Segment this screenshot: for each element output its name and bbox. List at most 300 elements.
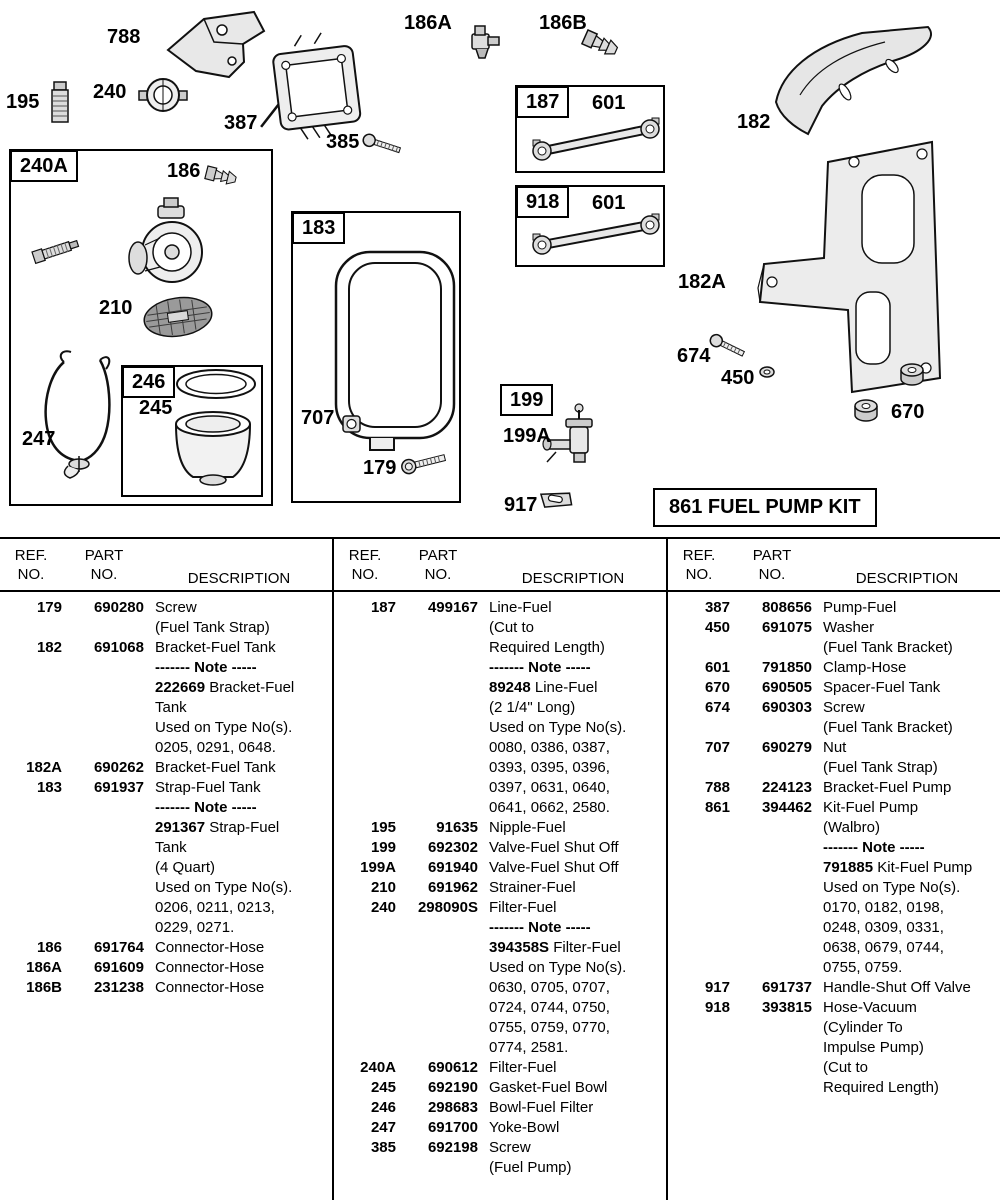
header-part-line1: PART	[752, 547, 792, 564]
part-no-cell: 808656	[761, 599, 812, 616]
ref-no-cell	[668, 1058, 730, 1078]
ref-no-cell	[0, 838, 62, 858]
header-ref-line2: NO.	[17, 566, 45, 583]
part-label-183: 183	[292, 212, 345, 244]
table-row	[334, 598, 666, 618]
part-label-187: 187	[516, 86, 569, 118]
description-cell: Bracket-Fuel Pump	[823, 779, 952, 796]
ref-no-cell	[334, 1018, 396, 1038]
part-no-cell	[396, 778, 480, 798]
header-part-line2: NO.	[90, 566, 118, 583]
description-cell: Tank	[155, 699, 187, 716]
description-cell: Required Length)	[823, 1079, 939, 1096]
part-label-245: 245	[139, 397, 173, 419]
screw-fuel-tank-strap-drawing	[400, 451, 446, 475]
header-part-line2: NO.	[424, 566, 452, 583]
description-cell: 0641, 0662, 2580.	[489, 799, 610, 816]
table-row	[334, 818, 666, 838]
table-row	[0, 718, 332, 738]
part-label-601-top: 601	[592, 92, 626, 114]
part-no-cell	[730, 758, 814, 778]
description-cell: 0206, 0211, 0213,	[155, 899, 275, 916]
ref-no-cell: 670	[704, 679, 730, 696]
ref-no-cell	[334, 998, 396, 1018]
part-no-cell	[730, 898, 814, 918]
part-no-cell: 690505	[761, 679, 812, 696]
part-no-cell	[730, 1058, 814, 1078]
header-ref-line1: REF.	[14, 547, 48, 564]
table-row	[334, 758, 666, 778]
part-no-cell: 393815	[761, 999, 812, 1016]
description-cell: 0630, 0705, 0707,	[489, 979, 610, 996]
table-row	[0, 838, 332, 858]
ref-no-cell	[0, 618, 62, 638]
part-no-cell	[62, 798, 146, 818]
description-cell: Used on Type No(s).	[823, 879, 961, 896]
ref-no-cell: 450	[704, 619, 730, 636]
part-label-186: 186	[167, 160, 201, 182]
part-no-cell: 691075	[761, 619, 812, 636]
part-label-179: 179	[363, 457, 397, 479]
header-description-text: DESCRIPTION	[521, 570, 625, 587]
ref-no-cell	[334, 978, 396, 998]
description-cell: 0755, 0759.	[823, 959, 903, 976]
part-label-917: 917	[504, 494, 538, 516]
table-row	[0, 618, 332, 638]
ref-no-cell: 183	[36, 779, 62, 796]
filter-fuel-240a-drawing	[129, 198, 202, 282]
part-no-cell	[396, 998, 480, 1018]
ref-no-cell: 240	[370, 899, 396, 916]
part-no-cell: 691068	[93, 639, 144, 656]
ref-no-cell	[668, 718, 730, 738]
ref-no-cell	[0, 698, 62, 718]
ref-no-cell	[668, 838, 730, 858]
ref-no-cell	[668, 898, 730, 918]
part-label-199: 199	[500, 384, 553, 416]
description-cell: Pump-Fuel	[823, 599, 897, 616]
ref-no-cell: 179	[36, 599, 62, 616]
table-column-body	[668, 592, 1000, 1098]
part-no-cell: 298090S	[417, 899, 478, 916]
ref-no-cell	[668, 918, 730, 938]
description-cell: 0248, 0309, 0331,	[823, 919, 944, 936]
part-no-cell	[62, 738, 146, 758]
nipple-fuel-drawing	[52, 82, 68, 122]
part-label-788: 788	[107, 26, 141, 48]
part-label-210: 210	[99, 297, 133, 319]
ref-no-cell	[334, 938, 396, 958]
table-row	[668, 938, 1000, 958]
table-row	[668, 878, 1000, 898]
ref-no-cell	[0, 858, 62, 878]
ref-no-cell	[0, 818, 62, 838]
ref-no-cell	[334, 678, 396, 698]
description-cell: Required Length)	[489, 639, 605, 656]
description-cell: Yoke-Bowl	[489, 1119, 560, 1136]
description-cell: Nut	[823, 739, 847, 756]
part-no-cell	[396, 758, 480, 778]
part-label-240: 240	[93, 81, 127, 103]
description-cell: 222669 Bracket-Fuel	[155, 679, 295, 696]
table-row	[668, 618, 1000, 638]
header-description	[480, 546, 666, 590]
part-no-cell	[396, 638, 480, 658]
ref-no-cell	[334, 638, 396, 658]
table-row	[334, 678, 666, 698]
description-cell: (Fuel Tank Strap)	[155, 619, 270, 636]
description-cell: ------- Note -----	[489, 919, 591, 936]
description-cell: Used on Type No(s).	[489, 959, 627, 976]
part-label-674: 674	[677, 345, 711, 367]
table-row	[668, 898, 1000, 918]
table-row	[334, 778, 666, 798]
description-cell: Strainer-Fuel	[489, 879, 576, 896]
header-ref-line1: REF.	[348, 547, 382, 564]
table-row	[668, 1038, 1000, 1058]
table-row	[334, 838, 666, 858]
table-row	[334, 1038, 666, 1058]
part-label-387: 387	[224, 112, 258, 134]
ref-no-cell	[334, 778, 396, 798]
description-cell: (Cylinder To	[823, 1019, 903, 1036]
description-cell: Gasket-Fuel Bowl	[489, 1079, 608, 1096]
ref-no-cell: 240A	[360, 1059, 396, 1076]
part-label-707: 707	[301, 407, 335, 429]
table-row	[668, 778, 1000, 798]
ref-no-cell	[334, 918, 396, 938]
part-no-cell: 692198	[427, 1139, 478, 1156]
description-cell: (Cut to	[823, 1059, 869, 1076]
description-cell: Filter-Fuel	[489, 899, 557, 916]
table-row	[0, 658, 332, 678]
description-cell: (Fuel Tank Strap)	[823, 759, 938, 776]
table-row	[668, 918, 1000, 938]
table-row	[0, 898, 332, 918]
ref-no-cell	[668, 1078, 730, 1098]
table-row	[334, 738, 666, 758]
ref-no-cell: 674	[704, 699, 730, 716]
ref-no-cell	[334, 958, 396, 978]
ref-no-cell: 182A	[26, 759, 62, 776]
diagram-canvas	[0, 0, 1000, 537]
table-row	[334, 658, 666, 678]
ref-no-cell	[0, 798, 62, 818]
table-row	[668, 738, 1000, 758]
part-no-cell: 91635	[436, 819, 478, 836]
description-cell: 0638, 0679, 0744,	[823, 939, 944, 956]
connector-hose-186-drawing	[205, 166, 237, 186]
description-cell: 0229, 0271.	[155, 919, 235, 936]
table-row	[668, 818, 1000, 838]
ref-no-cell: 195	[370, 819, 396, 836]
header-part-no	[62, 546, 146, 590]
description-cell: Spacer-Fuel Tank	[823, 679, 941, 696]
description-cell: 0170, 0182, 0198,	[823, 899, 944, 916]
description-cell: 89248 Line-Fuel	[489, 679, 598, 696]
part-no-cell	[62, 678, 146, 698]
table-row	[668, 958, 1000, 978]
nut-fuel-tank-strap-drawing	[343, 416, 360, 432]
ref-no-cell: 861	[704, 799, 730, 816]
part-no-cell	[396, 958, 480, 978]
part-no-cell: 691937	[93, 779, 144, 796]
ref-no-cell	[668, 1018, 730, 1038]
table-row	[0, 638, 332, 658]
table-row	[668, 858, 1000, 878]
part-no-cell: 691700	[427, 1119, 478, 1136]
bracket-fuel-tank-182-drawing	[776, 27, 931, 134]
ref-no-cell	[0, 918, 62, 938]
table-row	[0, 858, 332, 878]
table-row	[668, 758, 1000, 778]
description-cell: (Fuel Tank Bracket)	[823, 639, 953, 656]
part-no-cell	[396, 698, 480, 718]
part-label-918: 918	[516, 186, 569, 218]
description-cell: Bracket-Fuel Tank	[155, 759, 276, 776]
description-cell: (Fuel Tank Bracket)	[823, 719, 953, 736]
part-no-cell	[62, 838, 146, 858]
part-no-cell: 691737	[761, 979, 812, 996]
table-header	[334, 539, 666, 592]
part-no-cell	[730, 918, 814, 938]
header-ref-no	[0, 546, 62, 590]
table-row	[668, 638, 1000, 658]
header-description	[146, 546, 332, 590]
part-no-cell: 224123	[761, 779, 812, 796]
part-no-cell	[62, 878, 146, 898]
description-cell: 0080, 0386, 0387,	[489, 739, 610, 756]
header-ref-line2: NO.	[685, 566, 713, 583]
ref-no-cell	[0, 718, 62, 738]
table-row	[668, 598, 1000, 618]
table-row	[0, 678, 332, 698]
description-cell: Washer	[823, 619, 875, 636]
description-cell: 0774, 2581.	[489, 1039, 569, 1056]
description-cell: Strap-Fuel Tank	[155, 779, 261, 796]
description-cell: Used on Type No(s).	[489, 719, 627, 736]
description-cell: Valve-Fuel Shut Off	[489, 839, 619, 856]
ref-no-cell	[334, 758, 396, 778]
description-cell: Bowl-Fuel Filter	[489, 1099, 594, 1116]
part-no-cell	[396, 978, 480, 998]
hose-vacuum-918-drawing	[533, 214, 659, 254]
ref-no-cell	[334, 738, 396, 758]
table-row	[668, 1058, 1000, 1078]
part-no-cell	[62, 918, 146, 938]
table-row	[0, 598, 332, 618]
part-no-cell: 690612	[427, 1059, 478, 1076]
part-label-670: 670	[891, 401, 925, 423]
table-row	[334, 858, 666, 878]
description-cell: Connector-Hose	[155, 959, 265, 976]
header-description	[814, 546, 1000, 590]
description-cell: Tank	[155, 839, 187, 856]
part-no-cell: 690280	[93, 599, 144, 616]
description-cell: 0755, 0759, 0770,	[489, 1019, 610, 1036]
table-row	[668, 658, 1000, 678]
part-no-cell: 691940	[427, 859, 478, 876]
bracket-fuel-tank-182a-drawing	[758, 142, 940, 392]
part-no-cell	[62, 718, 146, 738]
part-no-cell	[730, 938, 814, 958]
ref-no-cell: 788	[704, 779, 730, 796]
table-row	[334, 1158, 666, 1178]
part-no-cell: 691962	[427, 879, 478, 896]
ref-no-cell: 917	[704, 979, 730, 996]
part-label-246: 246	[122, 366, 175, 398]
ref-no-cell: 245	[370, 1079, 396, 1096]
table-row	[334, 1078, 666, 1098]
ref-no-cell: 707	[704, 739, 730, 756]
table-header	[0, 539, 332, 592]
part-no-cell	[730, 718, 814, 738]
ref-no-cell	[334, 1158, 396, 1178]
ref-no-cell	[334, 618, 396, 638]
header-description-text: DESCRIPTION	[855, 570, 959, 587]
part-no-cell	[730, 958, 814, 978]
part-no-cell	[730, 1018, 814, 1038]
part-label-385: 385	[326, 131, 360, 153]
part-no-cell	[62, 858, 146, 878]
table-row	[334, 1098, 666, 1118]
table-row	[668, 978, 1000, 998]
table-row	[0, 758, 332, 778]
ref-no-cell	[334, 698, 396, 718]
ref-no-cell: 182	[36, 639, 62, 656]
part-label-199a: 199A	[503, 425, 551, 447]
part-no-cell	[396, 1018, 480, 1038]
screw-fuel-tank-bracket-drawing	[708, 333, 746, 360]
part-no-cell: 690279	[761, 739, 812, 756]
connector-hose-186b-drawing	[582, 30, 619, 58]
table-row	[0, 878, 332, 898]
table-row	[668, 698, 1000, 718]
table-column-3	[668, 539, 1000, 1200]
table-row	[668, 718, 1000, 738]
fuel-pump-kit-label: 861 FUEL PUMP KIT	[653, 488, 877, 527]
part-no-cell: 231238	[93, 979, 144, 996]
description-cell: 0724, 0744, 0750,	[489, 999, 610, 1016]
description-cell: 291367 Strap-Fuel	[155, 819, 280, 836]
part-label-195: 195	[6, 91, 40, 113]
table-row	[334, 618, 666, 638]
part-no-cell	[396, 678, 480, 698]
part-no-cell: 394462	[761, 799, 812, 816]
ref-no-cell	[334, 1038, 396, 1058]
table-row	[0, 938, 332, 958]
part-no-cell	[730, 818, 814, 838]
part-label-186a: 186A	[404, 12, 452, 34]
table-row	[334, 1138, 666, 1158]
table-row	[0, 778, 332, 798]
line-fuel-187-drawing	[533, 118, 659, 160]
part-no-cell: 691609	[93, 959, 144, 976]
header-ref-line1: REF.	[682, 547, 716, 564]
table-row	[668, 798, 1000, 818]
description-cell: ------- Note -----	[155, 659, 257, 676]
ref-no-cell: 601	[704, 659, 730, 676]
description-cell: 0393, 0395, 0396,	[489, 759, 610, 776]
table-row	[0, 698, 332, 718]
ref-no-cell	[668, 758, 730, 778]
part-label-186b: 186B	[539, 12, 587, 34]
ref-no-cell: 247	[370, 1119, 396, 1136]
part-label-601-bottom: 601	[592, 192, 626, 214]
header-ref-no	[668, 546, 730, 590]
description-cell: Screw	[489, 1139, 531, 1156]
ref-no-cell: 210	[370, 879, 396, 896]
table-row	[334, 938, 666, 958]
part-no-cell	[730, 858, 814, 878]
ref-no-cell: 186	[36, 939, 62, 956]
parts-table	[0, 537, 1000, 1200]
description-cell: ------- Note -----	[823, 839, 925, 856]
description-cell: (4 Quart)	[155, 859, 216, 876]
table-header	[668, 539, 1000, 592]
ref-no-cell	[668, 858, 730, 878]
part-no-cell	[730, 878, 814, 898]
description-cell: Nipple-Fuel	[489, 819, 566, 836]
part-label-450: 450	[721, 367, 755, 389]
part-no-cell: 499167	[427, 599, 478, 616]
description-cell: 0205, 0291, 0648.	[155, 739, 276, 756]
table-row	[334, 698, 666, 718]
description-cell: Connector-Hose	[155, 979, 265, 996]
part-no-cell	[396, 618, 480, 638]
ref-no-cell: 385	[370, 1139, 396, 1156]
part-no-cell: 791850	[761, 659, 812, 676]
header-part-line2: NO.	[758, 566, 786, 583]
bowl-fuel-filter-drawing	[176, 412, 250, 485]
ref-no-cell	[668, 1038, 730, 1058]
part-no-cell	[730, 1078, 814, 1098]
table-row	[334, 958, 666, 978]
table-row	[334, 1018, 666, 1038]
part-no-cell	[62, 698, 146, 718]
description-cell: Screw	[823, 699, 865, 716]
table-row	[668, 678, 1000, 698]
description-cell: Valve-Fuel Shut Off	[489, 859, 619, 876]
filter-fuel-240-drawing	[139, 79, 187, 111]
ref-no-cell	[0, 738, 62, 758]
description-cell: Kit-Fuel Pump	[823, 799, 919, 816]
table-row	[0, 918, 332, 938]
strainer-fuel-drawing	[142, 293, 215, 340]
part-no-cell: 691764	[93, 939, 144, 956]
ref-no-cell	[668, 938, 730, 958]
table-row	[334, 878, 666, 898]
part-no-cell	[62, 898, 146, 918]
description-cell: (Fuel Pump)	[489, 1159, 572, 1176]
gasket-fuel-bowl-drawing	[177, 370, 255, 398]
parts-diagram	[0, 0, 1000, 537]
table-row	[0, 798, 332, 818]
ref-no-cell: 199	[370, 839, 396, 856]
ref-no-cell: 387	[704, 599, 730, 616]
description-cell: Connector-Hose	[155, 939, 265, 956]
header-part-no	[396, 546, 480, 590]
part-no-cell	[396, 798, 480, 818]
table-row	[0, 958, 332, 978]
header-part-no	[730, 546, 814, 590]
ref-no-cell	[668, 638, 730, 658]
description-cell: ------- Note -----	[155, 799, 257, 816]
table-column-body	[0, 592, 332, 998]
part-no-cell	[730, 838, 814, 858]
ref-no-cell	[668, 818, 730, 838]
description-cell: Bracket-Fuel Tank	[155, 639, 276, 656]
